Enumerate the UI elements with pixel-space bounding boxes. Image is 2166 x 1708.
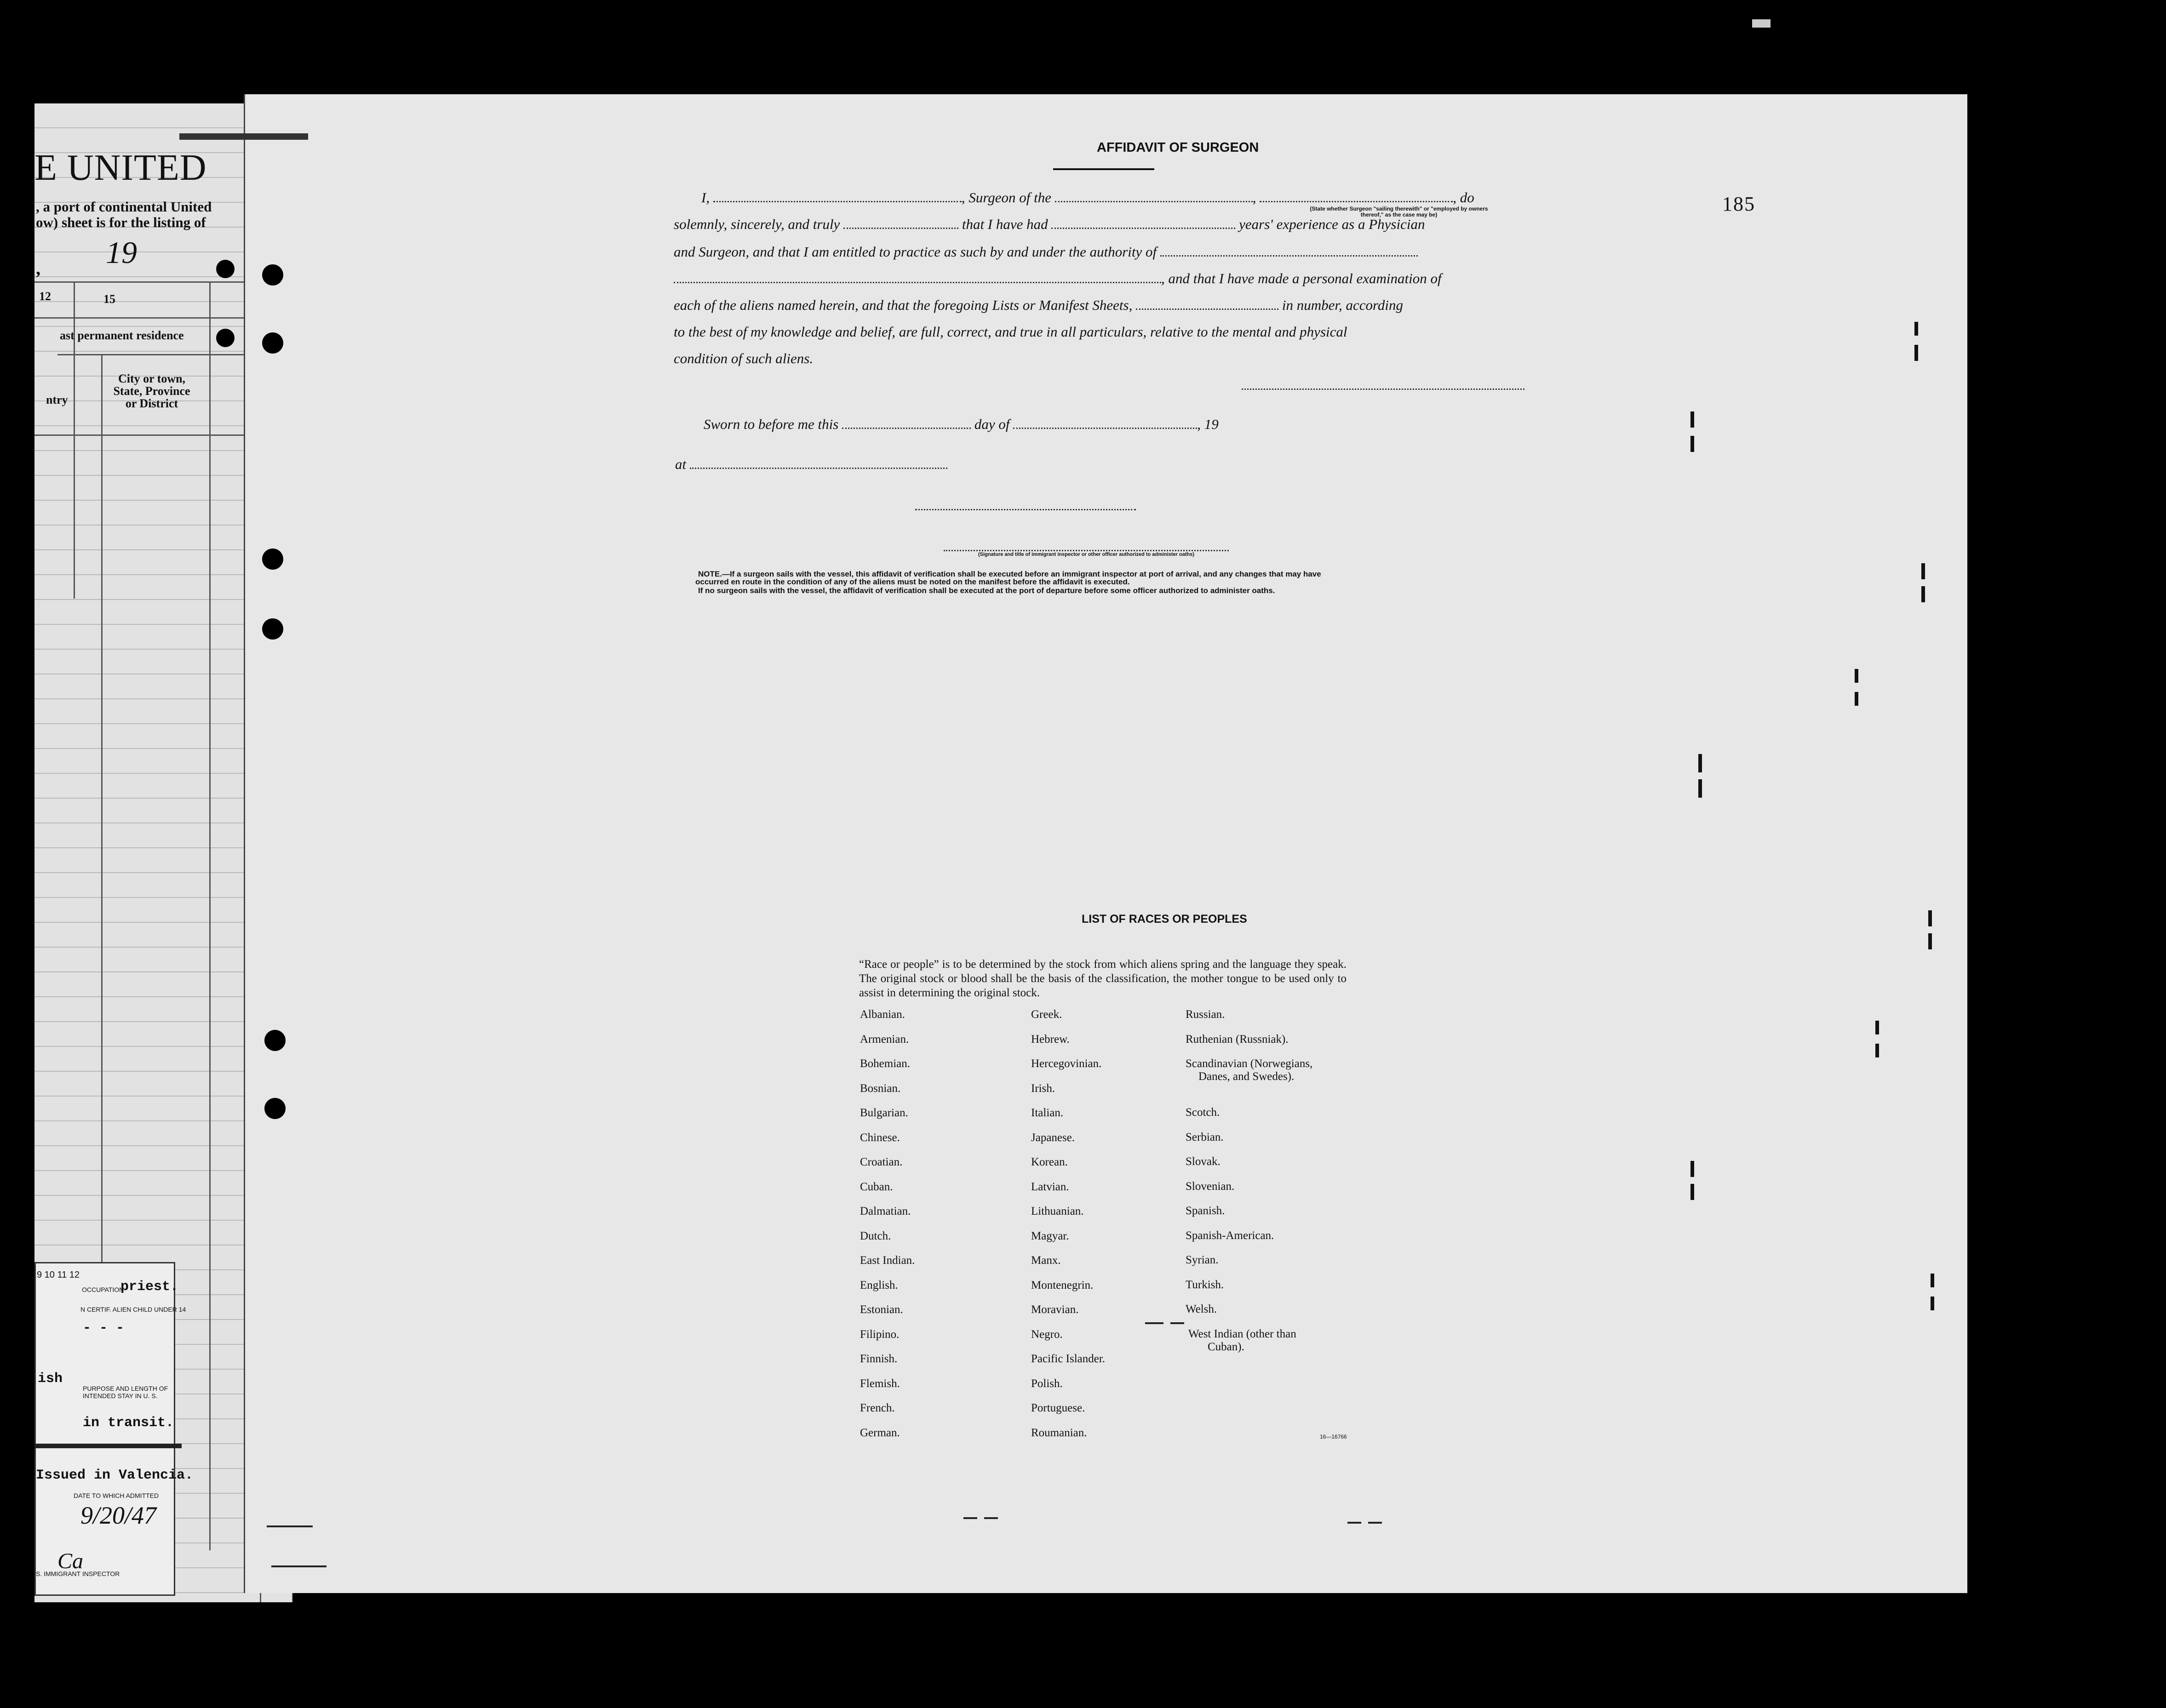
edge-mark bbox=[1698, 779, 1702, 798]
punch-hole bbox=[216, 260, 235, 278]
left-sheet-line-1: , a port of continental United bbox=[36, 199, 212, 215]
race-item: Syrian. bbox=[1186, 1254, 1219, 1266]
stub-purpose-value: in transit. bbox=[83, 1415, 174, 1431]
aff-text: at bbox=[675, 456, 687, 472]
affidavit-title-rule bbox=[1053, 168, 1154, 170]
punch-hole bbox=[264, 1030, 286, 1051]
race-item: Scotch. bbox=[1186, 1106, 1220, 1119]
race-item: Italian. bbox=[1031, 1107, 1064, 1119]
race-item: West Indian (other than bbox=[1188, 1327, 1296, 1340]
race-item: Finnish. bbox=[860, 1353, 898, 1365]
race-item: English. bbox=[860, 1279, 898, 1291]
aff-text: , and that I have made a personal examination of bbox=[1161, 270, 1442, 286]
edge-mark bbox=[1931, 1297, 1934, 1310]
races-column-2 bbox=[1031, 1008, 1105, 1451]
race-item: Bosnian. bbox=[860, 1082, 901, 1095]
punch-hole bbox=[216, 329, 235, 347]
race-item: Lithuanian. bbox=[1031, 1205, 1084, 1217]
years-blank bbox=[1051, 228, 1235, 229]
at-place-blank bbox=[690, 468, 947, 469]
aff-text: each of the aliens named herein, and that the foregoing Lists or Manifest Sheets, bbox=[674, 297, 1133, 313]
edge-mark bbox=[1931, 1274, 1934, 1287]
race-item: Serbian. bbox=[1186, 1131, 1224, 1143]
edge-mark bbox=[1690, 1184, 1694, 1200]
affidavit-line-6: to the best of my knowledge and belief, are full, correct, and true in all particulars, relative to the mental and physical bbox=[674, 324, 1347, 340]
stub-divider bbox=[34, 1444, 182, 1448]
race-item: Albanian. bbox=[860, 1008, 905, 1021]
sheets-count-blank bbox=[1136, 308, 1278, 310]
left-grid-line bbox=[209, 281, 211, 1550]
left-city-header: City or town, State, Province or District bbox=[113, 372, 190, 410]
race-item: Polish. bbox=[1031, 1377, 1063, 1390]
left-sheet-title: E UNITED bbox=[34, 148, 207, 188]
punch-hole bbox=[262, 548, 283, 570]
race-item: Estonian. bbox=[860, 1303, 903, 1316]
race-item: Manx. bbox=[1031, 1254, 1061, 1267]
race-item: Turkish. bbox=[1186, 1278, 1224, 1291]
aff-text: day of bbox=[974, 416, 1010, 432]
authority-blank-2 bbox=[674, 282, 1161, 283]
scan-mark bbox=[963, 1517, 977, 1519]
race-item: Dalmatian. bbox=[860, 1205, 911, 1217]
affidavit-line-7: condition of such aliens. bbox=[674, 350, 814, 366]
race-item: Spanish-American. bbox=[1186, 1229, 1274, 1242]
affidavit-line-5 bbox=[674, 297, 1403, 314]
affidavit-note-3: If no surgeon sails with the vessel, the affidavit of verification shall be executed at the port of departure before some officer authorized to administer oaths. bbox=[698, 586, 1275, 595]
race-item: Bohemian. bbox=[860, 1057, 911, 1070]
race-item: Cuban). bbox=[1208, 1340, 1244, 1353]
race-item: Russian. bbox=[1186, 1008, 1225, 1021]
affidavit-note-2: occurred en route in the condition of any of the aliens must be noted on the manifest before the affidavit is executed. bbox=[695, 577, 1130, 586]
stub-occupation-value: priest. bbox=[120, 1279, 179, 1295]
race-item: Slovak. bbox=[1186, 1155, 1221, 1168]
edge-mark bbox=[1921, 586, 1925, 602]
edge-mark bbox=[1690, 1161, 1694, 1177]
stub-col-numbers: 9 10 11 12 bbox=[37, 1270, 80, 1280]
stub-language: ish bbox=[38, 1371, 63, 1387]
aff-text: , 19 bbox=[1197, 416, 1219, 432]
race-item: Portuguese. bbox=[1031, 1402, 1085, 1414]
race-item: Ruthenian (Russniak). bbox=[1186, 1033, 1289, 1045]
scan-mark bbox=[1170, 1322, 1184, 1324]
race-item: Armenian. bbox=[860, 1033, 909, 1045]
stub-alien-child: N CERTIF. ALIEN CHILD UNDER 14 bbox=[80, 1306, 186, 1313]
authority-blank bbox=[1160, 255, 1418, 257]
edge-mark bbox=[1690, 411, 1694, 428]
stub-initials: Ca bbox=[57, 1549, 84, 1573]
left-sheet-year: 19 bbox=[106, 235, 137, 270]
race-item: Croatian. bbox=[860, 1156, 903, 1168]
left-country: ntry bbox=[46, 393, 68, 406]
race-item: Slovenian. bbox=[1186, 1180, 1235, 1193]
stub-inspector-label: S. IMMIGRANT INSPECTOR bbox=[36, 1570, 120, 1577]
races-intro: “Race or people” is to be determined by the stock from which aliens spring and the language they speak. The original stock or blood shall be the basis of the classification, the mother tongue to be used only to assist in determining the original stock. bbox=[859, 958, 1347, 999]
scan-mark bbox=[1752, 19, 1771, 28]
sworn-month-blank bbox=[1013, 428, 1197, 429]
race-item: Welsh. bbox=[1186, 1303, 1217, 1315]
stub-date-label: DATE TO WHICH ADMITTED bbox=[74, 1492, 159, 1499]
race-item: Danes, and Swedes). bbox=[1198, 1070, 1295, 1083]
affidavit-line-1 bbox=[701, 189, 1474, 206]
race-item: Greek. bbox=[1031, 1008, 1062, 1021]
edge-mark bbox=[1698, 754, 1702, 772]
race-item: Filipino. bbox=[860, 1328, 900, 1341]
aff-text: that I have had bbox=[962, 216, 1048, 232]
race-item: Negro. bbox=[1031, 1328, 1063, 1341]
stub-date-value: 9/20/47 bbox=[80, 1502, 157, 1529]
edge-mark bbox=[1855, 669, 1858, 683]
left-sheet-line-2: ow) sheet is for the listing of bbox=[36, 214, 206, 230]
affidavit-line-3 bbox=[674, 244, 1418, 260]
scan-mark bbox=[984, 1517, 998, 1519]
scan-mark bbox=[1347, 1522, 1361, 1524]
edge-mark bbox=[1855, 692, 1858, 706]
race-item: Roumanian. bbox=[1031, 1426, 1087, 1439]
scan-mark bbox=[179, 133, 308, 140]
surgeon-status-note: (State whether Surgeon "sailing therewith" or "employed by owners thereof," as the case may be) bbox=[1310, 206, 1488, 218]
race-item: Pacific Islander. bbox=[1031, 1353, 1106, 1365]
stub-occupation-label: OCCUPATION bbox=[82, 1286, 124, 1293]
edge-mark bbox=[1928, 933, 1932, 949]
edge-mark bbox=[1690, 436, 1694, 452]
form-code: 16—16766 bbox=[1320, 1434, 1347, 1440]
stub-issued: Issued in Valencia. bbox=[36, 1468, 194, 1483]
at-line bbox=[675, 456, 947, 473]
left-sheet-line-3: , bbox=[36, 258, 40, 279]
aff-text: , do bbox=[1453, 189, 1474, 206]
edge-mark bbox=[1875, 1044, 1879, 1057]
scan-mark bbox=[267, 1525, 313, 1527]
officer-signature-caption: (Signature and title of immigrant inspector or other officer authorized to administer oaths) bbox=[978, 552, 1194, 557]
scan-mark bbox=[1145, 1322, 1163, 1324]
edge-mark bbox=[1875, 1021, 1879, 1034]
declaration-blank bbox=[843, 228, 958, 229]
punch-hole bbox=[262, 332, 283, 354]
left-grid-line bbox=[34, 317, 260, 319]
race-item: Latvian. bbox=[1031, 1180, 1069, 1193]
scan-mark bbox=[1368, 1522, 1382, 1524]
affidavit-note-1: NOTE.—If a surgeon sails with the vessel, this affidavit of verification shall be executed before an immigrant inspector at port of arrival, and any changes that may have bbox=[698, 570, 1321, 578]
left-col-15: 15 bbox=[103, 292, 115, 306]
punch-hole bbox=[262, 264, 283, 286]
races-column-1 bbox=[860, 1008, 915, 1451]
race-item: Hebrew. bbox=[1031, 1033, 1070, 1045]
race-item: Chinese. bbox=[860, 1131, 900, 1144]
race-item: Montenegrin. bbox=[1031, 1279, 1094, 1291]
edge-mark bbox=[1914, 322, 1918, 336]
manifest-page bbox=[244, 94, 1967, 1593]
punch-hole bbox=[264, 1098, 286, 1119]
aff-text: solemnly, sincerely, and truly bbox=[674, 216, 840, 232]
officer-title-line bbox=[944, 550, 1229, 551]
left-col-12: 12 bbox=[39, 290, 51, 303]
punch-hole bbox=[262, 618, 283, 640]
stub-dashes: - - - bbox=[83, 1320, 125, 1336]
race-item: Hercegovinian. bbox=[1031, 1057, 1102, 1070]
left-last-residence: ast permanent residence bbox=[60, 329, 184, 342]
race-item: Korean. bbox=[1031, 1156, 1068, 1168]
scan-mark bbox=[271, 1565, 327, 1567]
race-item: French. bbox=[860, 1402, 895, 1414]
edge-mark bbox=[1921, 563, 1925, 579]
left-grid-line bbox=[34, 434, 260, 436]
races-column-3 bbox=[1186, 1008, 1312, 1365]
race-item: Cuban. bbox=[860, 1180, 893, 1193]
race-item: Scandinavian (Norwegians, bbox=[1186, 1057, 1313, 1070]
aff-text: , Surgeon of the bbox=[961, 189, 1051, 206]
race-item: Dutch. bbox=[860, 1229, 891, 1242]
race-item: Moravian. bbox=[1031, 1303, 1079, 1316]
left-grid-line bbox=[34, 281, 260, 283]
aff-text: Sworn to before me this bbox=[704, 416, 839, 432]
left-grid-line bbox=[57, 354, 260, 355]
race-item: German. bbox=[860, 1426, 900, 1439]
aff-text: in number, according bbox=[1282, 297, 1404, 313]
stub-purpose-label: PURPOSE AND LENGTH OF INTENDED STAY IN U. S. bbox=[83, 1385, 168, 1400]
aff-text: , bbox=[1252, 189, 1256, 206]
race-item: Magyar. bbox=[1031, 1229, 1069, 1242]
race-item: Japanese. bbox=[1031, 1131, 1075, 1144]
surgeon-status-blank bbox=[1260, 201, 1453, 202]
sworn-line bbox=[704, 416, 1219, 433]
race-item: Irish. bbox=[1031, 1082, 1055, 1095]
surgeon-signature-line bbox=[1242, 388, 1524, 390]
vessel-name-blank bbox=[1055, 201, 1253, 202]
affidavit-line-2 bbox=[674, 216, 1425, 233]
race-item: Bulgarian. bbox=[860, 1107, 908, 1119]
race-item: Flemish. bbox=[860, 1377, 900, 1390]
aff-text: years' experience as a Physician bbox=[1239, 216, 1425, 232]
edge-mark bbox=[1928, 910, 1932, 926]
page-number: 185 bbox=[1722, 193, 1755, 215]
race-item: Spanish. bbox=[1186, 1205, 1225, 1217]
officer-signature-line bbox=[915, 509, 1136, 510]
affidavit-line-4 bbox=[674, 270, 1442, 287]
sworn-day-blank bbox=[842, 428, 971, 429]
race-item: East Indian. bbox=[860, 1254, 915, 1267]
aff-text: and Surgeon, and that I am entitled to practice as such by and under the authority of bbox=[674, 244, 1157, 260]
aff-text: I, bbox=[701, 189, 710, 206]
surgeon-name-blank bbox=[713, 201, 962, 202]
edge-mark bbox=[1914, 345, 1918, 361]
